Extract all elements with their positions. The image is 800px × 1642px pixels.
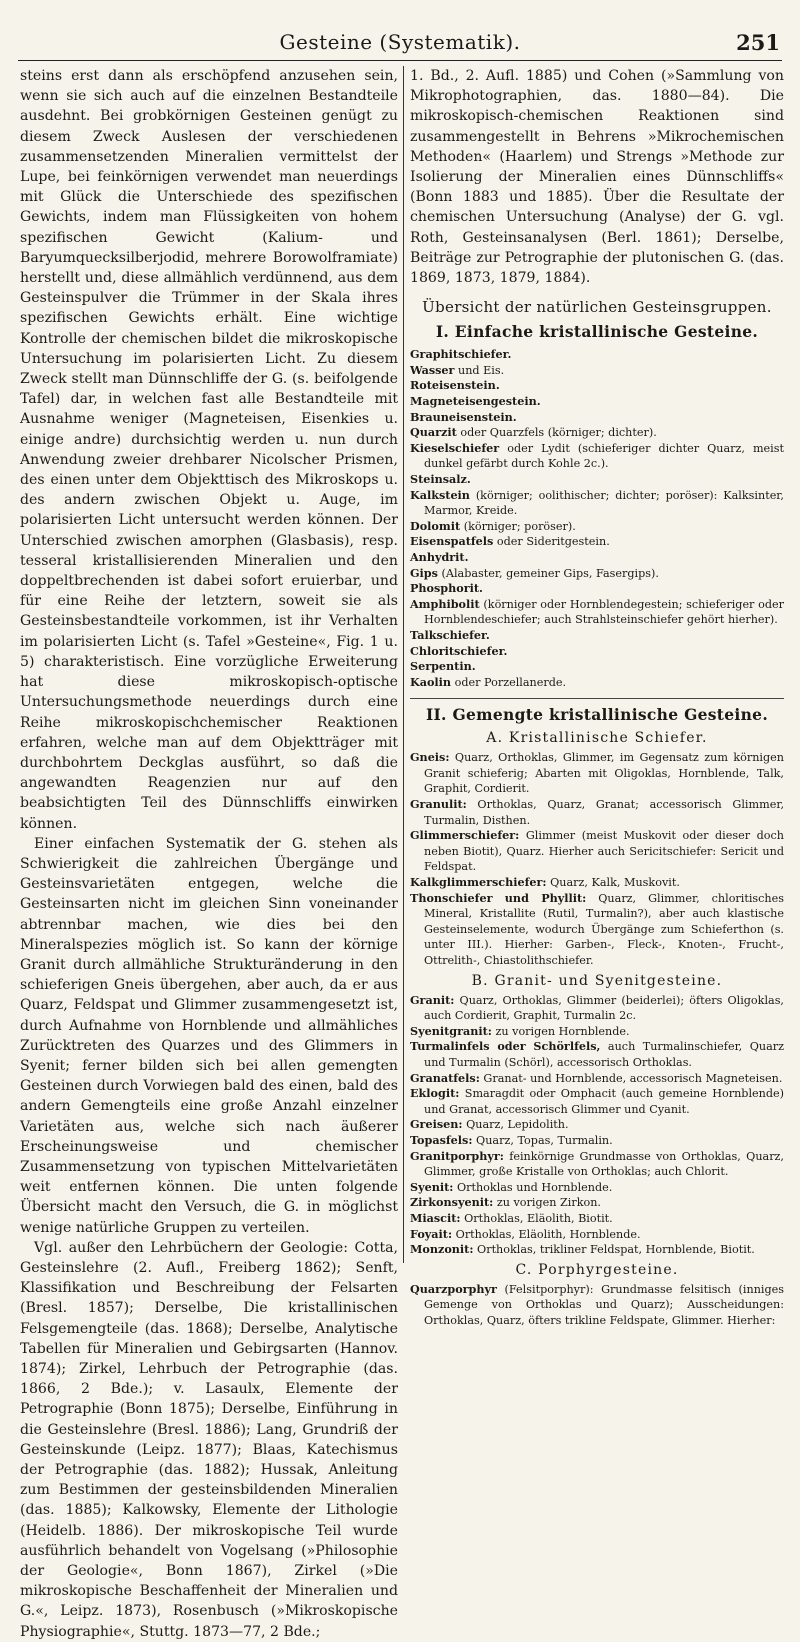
column-divider	[403, 66, 404, 1263]
list-item	[410, 628, 784, 644]
entry-term: Steinsalz.	[410, 471, 471, 486]
entry-text: Orthoklas, Eläolith, Biotit.	[464, 1211, 613, 1225]
entry-term: Kieselschiefer	[410, 440, 500, 455]
list-item	[410, 891, 784, 969]
paragraph-analysis: steins erst dann als erschöpfend anzusehen sein, wenn sie sich auch auf die einzelnen Bestandteile ausdehnt. Bei grobkörnigen Gesteinen genügt zu diesem Zweck Auslesen der verschiedenen zusammensetzenden Mineralien vermittelst der Lupe, bei feinkörnigen verwendet man neuerdings mit Glück die Unterschiede des spezifischen Gewichts, indem man Flüssigkeiten von hohem spezifischen Gewicht (Kalium- und Baryumquecksilberjodid, mehrere Borowolframiate) herstellt und, diese allmählich verdünnend, aus dem Gesteinspulver die Trümmer in der Skala ihres spezifischen Gewichts erhält. Eine wichtige Kontrolle der chemischen bildet die mikroskopische Untersuchung im polarisierten Licht. Zu diesem Zweck stellt man Dünnschliffe der G. (s. beifolgende Tafel) dar, in welchen fast alle Bestandteile mit Ausnahme weniger (Magneteisen, Eisenkies u. einige andre) durchsichtig werden u. nun durch Anwendung zweier drehbarer Nicolscher Prismen, des einen unter dem Objekttisch des Mikroskops u. des andern zwischen Objekt u. Auge, im polarisierten Licht untersucht werden können. Der Unterschied zwischen amorphen (Glasbasis), resp. tesseral kristallisierenden Mineralien und den doppeltbrechenden ist dabei sofort eruierbar, und für eine Reihe der letztern, soweit sie als Gesteinsbestandteile vorkommen, ist ihr Verhalten im polarisierten Licht (s. Tafel »Gesteine«, Fig. 1 u. 5) charakteristisch. Eine vorzügliche Erweiterung hat diese mikroskopisch-optische Untersuchungsmethode neuerdings durch eine Reihe mikroskopischchemischer Reaktionen erfahren, welche man auf dem Objektträger mit durchbohrtem Deckglas ausführt, so daß die angewandten Reagenzien nur auf den beabsichtigten Teil des Dünnschliffs einwirken können.	[20, 68, 398, 832]
entry-text: auch Turmalinschiefer, Quarz und Turmalin (Schörl), accessorisch Orthoklas.	[424, 1040, 784, 1069]
list-item	[410, 750, 784, 797]
entry-text: Glimmer (meist Muskovit oder dieser doch neben Biotit), Quarz. Hierher auch Sericitschiefer: Sericit und Feldspat.	[424, 829, 784, 874]
list-item	[410, 488, 784, 519]
list-item	[410, 597, 784, 628]
paragraph-literature-continued: 1. Bd., 2. Aufl. 1885) und Cohen (»Sammlung von Mikrophotographien, das. 1880—84). Die mikroskopisch-chemischen Reaktionen sind zusammengestellt in Behrens »Mikrochemischen Methoden« (Haarlem) und Strengs »Methode zur Isolierung der Mineralien eines Dünnschliffs« (Bonn 1883 und 1885). Über die Resultate der chemischen Untersuchung (Analyse) der G. vgl. Roth, Gesteinsanalysen (Berl. 1861); Derselbe, Beiträge zur Petrographie der plutonischen G. (das. 1869, 1873, 1879, 1884).	[410, 68, 784, 287]
entry-text: Orthoklas, trikliner Feldspat, Hornblende, Biotit.	[477, 1243, 755, 1257]
entry-term: Quarzporphyr	[410, 1281, 497, 1296]
entry-term: Zirkonsyenit:	[410, 1195, 494, 1210]
list-item	[410, 472, 784, 488]
entry-term: Granatfels:	[410, 1070, 480, 1085]
entry-term: Serpentin.	[410, 659, 476, 674]
list-item	[410, 1039, 784, 1070]
list-item	[410, 519, 784, 535]
list-item	[410, 1024, 784, 1040]
overview-heading: Übersicht der natürlichen Gesteinsgruppen.	[422, 298, 772, 317]
list-item	[410, 566, 784, 582]
entry-term: Roteisenstein.	[410, 378, 500, 393]
list-item	[410, 1195, 784, 1211]
entry-term: Monzonit:	[410, 1242, 474, 1257]
entry-term: Thonschiefer und Phyllit:	[410, 890, 587, 905]
entry-term: Gneis:	[410, 750, 450, 765]
entry-term: Miascit:	[410, 1210, 461, 1225]
list-item	[410, 363, 784, 379]
entry-text: Quarz, Kalk, Muskovit.	[550, 876, 680, 890]
list-item	[410, 1282, 784, 1329]
entry-text: und Eis.	[458, 363, 505, 377]
list-item	[410, 675, 784, 691]
group2-heading: II. Gemengte kristallinische Gesteine.	[425, 705, 769, 725]
entry-text: Orthoklas, Quarz, Granat; accessorisch Glimmer, Turmalin, Disthen.	[424, 798, 784, 827]
subgroup-b-heading: B. Granit- und Syenitgesteine.	[471, 972, 723, 989]
entry-text: Quarz, Lepidolith.	[466, 1118, 569, 1132]
list-item	[410, 1086, 784, 1117]
list-item	[410, 659, 784, 675]
page-header	[18, 30, 782, 62]
list-item	[410, 410, 784, 426]
entry-text: (körniger oder Hornblendegestein; schieferiger oder Hornblendeschiefer; auch Strahlsteinschiefer gehört hierher).	[424, 597, 784, 627]
list-item	[410, 1180, 784, 1196]
entry-term: Syenit:	[410, 1179, 454, 1194]
entry-text: (körniger; oolithischer; dichter; poröser): Kalksinter, Marmor, Kreide.	[424, 488, 784, 518]
list-item	[410, 1242, 784, 1258]
entry-text: Granat- und Hornblende, accessorisch Magneteisen.	[483, 1071, 783, 1085]
list-item	[410, 644, 784, 660]
entry-term: Eklogit:	[410, 1086, 460, 1101]
entry-text: Quarz, Topas, Turmalin.	[476, 1133, 613, 1147]
group1-list	[410, 347, 784, 690]
entry-term: Topasfels:	[410, 1132, 473, 1147]
entry-term: Quarzit	[410, 425, 457, 440]
entry-term: Chloritschiefer.	[410, 643, 508, 658]
page-number: 251	[736, 30, 780, 55]
entry-term: Foyait:	[410, 1226, 453, 1241]
entry-text: Quarz, Glimmer, chloritisches Mineral, Kristallite (Rutil, Turmalin?), aber auch klastische Gesteinselemente, wodurch Übergänge zum Schieferthon (s. unter III.). Hierher: Garben-, Fleck-, Knoten-, Frucht-, Ottrelith-, Chiastolithschiefer.	[424, 891, 785, 968]
list-item	[410, 441, 784, 472]
entry-term: Greisen:	[410, 1117, 463, 1132]
entry-text: (körniger; poröser).	[463, 519, 576, 533]
entry-term: Graphitschiefer.	[410, 347, 512, 362]
list-item	[410, 534, 784, 550]
list-item	[410, 550, 784, 566]
list-item	[410, 875, 784, 891]
subgroup-c-heading: C. Porphyrgesteine.	[515, 1261, 679, 1278]
entry-term: Phosphorit.	[410, 581, 483, 596]
list-item	[410, 425, 784, 441]
list-item	[410, 378, 784, 394]
header-rule	[18, 60, 782, 61]
subgroup-c-list	[410, 1282, 784, 1329]
entry-term: Turmalinfels oder Schörlfels,	[410, 1039, 601, 1054]
entry-term: Granit:	[410, 992, 455, 1007]
entry-text: (Felsitporphyr): Grundmasse felsitisch (inniges Gemenge von Orthoklas und Quarz); Ausscheidungen: Orthoklas, Quarz, öfters trikline Feldspate, Glimmer. Hierher:	[424, 1282, 785, 1327]
subgroup-a-list	[410, 750, 784, 968]
entry-text: (Alabaster, gemeiner Gips, Fasergips).	[441, 566, 659, 580]
entry-term: Kalkglimmerschiefer:	[410, 875, 547, 890]
entry-term: Kalkstein	[410, 487, 470, 502]
entry-text: oder Lydit (schieferiger dichter Quarz, meist dunkel gefärbt durch Kohle 2c.).	[424, 441, 784, 471]
list-item	[410, 394, 784, 410]
list-item	[410, 1227, 784, 1243]
entry-term: Anhydrit.	[410, 549, 469, 564]
entry-term: Syenitgranit:	[410, 1023, 492, 1038]
entry-term: Granulit:	[410, 797, 467, 812]
entry-text: Orthoklas, Eläolith, Hornblende.	[455, 1227, 641, 1241]
list-item	[410, 1211, 784, 1227]
entry-text: oder Porzellanerde.	[454, 675, 567, 689]
entry-text: Quarz, Orthoklas, Glimmer, im Gegensatz zum körnigen Granit schieferig; Abarten mit Oligoklas, Hornblende, Talk, Graphit, Cordierit.	[424, 751, 784, 796]
list-item	[410, 993, 784, 1024]
entry-term: Brauneisenstein.	[410, 409, 517, 424]
left-column	[20, 66, 398, 1640]
entry-term: Magneteisengestein.	[410, 394, 541, 409]
paragraph-literature: Vgl. außer den Lehrbüchern der Geologie: Cotta, Gesteinslehre (2. Aufl., Freiberg 1862); Senft, Klassifikation und Beschreibung der Felsarten (Bresl. 1857); Derselbe, Die kristallinischen Felsgemengteile (das. 1868); Derselbe, Analytische Tabellen für Mineralien und Gebirgsarten (Hannov. 1874); Zirkel, Lehrbuch der Petrographie (das. 1866, 2 Bde.); v. Lasaulx, Elemente der Petrographie (Bonn 1875); Derselbe, Einführung in die Gesteinslehre (Bresl. 1886); Lang, Grundriß der Gesteinskunde (Leipz. 1877); Blaas, Katechismus der Petrographie (das. 1882); Hussak, Anleitung zum Bestimmen der gesteinsbildenden Mineralien (das. 1885); Kalkowsky, Elemente der Lithologie (Heidelb. 1886). Der mikroskopische Teil wurde ausführlich behandelt von Vogelsang (»Philosophie der Geologie«, Bonn 1867), Zirkel (»Die mikroskopische Beschaffenheit der Mineralien und G.«, Leipz. 1873), Rosenbusch (»Mikroskopische Physiographie«, Stuttg. 1873—77, 2 Bde.;	[20, 1239, 398, 1640]
right-column	[410, 66, 785, 1327]
entry-text: oder Sideritgestein.	[496, 535, 610, 549]
entry-text: Quarz, Orthoklas, Glimmer (beiderlei); öfters Oligoklas, auch Cordierit, Graphit, Turmalin 2c.	[424, 993, 784, 1023]
entry-text: zu vorigen Hornblende.	[495, 1024, 630, 1038]
paragraph-systematics: Einer einfachen Systematik der G. stehen als Schwierigkeit die zahlreichen Übergänge und Gesteinsvarietäten entgegen, welche die Gesteinsarten nicht im gleichen Sinn voneinander abtrennbar machen, wie dies bei den Mineralspezies möglich ist. So kann der körnige Granit durch allmähliche Strukturänderung in den schieferigen Gneis übergehen, aber auch, da er aus Quarz, Feldspat und Glimmer zusammengesetzt ist, durch Aufnahme von Hornblende und allmähliches Zurücktreten des Quarzes und des Glimmers in Syenit; ferner bilden sich bei allen gemengten Gesteinen durch Vorwiegen bald des einen, bald des andern Gemengteils eine große Anzahl einzelner Varietäten aus, welche sich nach äußerer Erscheinungsweise und chemischer Zusammensetzung von typischen Mittelvarietäten weit entfernen können. Die unten folgende Übersicht macht den Versuch, die G. in möglichst wenige natürliche Gruppen zu verteilen.	[20, 835, 398, 1236]
group1-heading: I. Einfache kristallinische Gesteine.	[435, 322, 759, 342]
entry-term: Amphibolit	[410, 596, 480, 611]
section-separator	[410, 698, 784, 699]
running-title: Gesteine (Systematik).	[279, 30, 521, 54]
entry-term: Eisenspatfels	[410, 534, 494, 549]
entry-term: Glimmerschiefer:	[410, 828, 520, 843]
subgroup-b-list	[410, 993, 784, 1258]
list-item	[410, 1117, 784, 1133]
entry-term: Talkschiefer.	[410, 627, 490, 642]
list-item	[410, 1071, 784, 1087]
entry-text: Orthoklas und Hornblende.	[456, 1180, 613, 1194]
entry-term: Wasser	[410, 362, 455, 377]
entry-text: Smaragdit oder Omphacit (auch gemeine Hornblende) und Granat, accessorisch Glimmer und Cyanit.	[424, 1087, 785, 1116]
entry-term: Kaolin	[410, 674, 452, 689]
list-item	[410, 828, 784, 875]
entry-text: oder Quarzfels (körniger; dichter).	[460, 426, 657, 440]
list-item	[410, 1149, 784, 1180]
entry-term: Gips	[410, 565, 438, 580]
list-item	[410, 581, 784, 597]
entry-text: zu vorigen Zirkon.	[496, 1196, 601, 1210]
subgroup-a-heading: A. Kristallinische Schiefer.	[486, 730, 708, 747]
entry-term: Dolomit	[410, 518, 461, 533]
list-item	[410, 1133, 784, 1149]
entry-term: Granitporphyr:	[410, 1148, 504, 1163]
list-item	[410, 797, 784, 828]
entry-text: feinkörnige Grundmasse von Orthoklas, Quarz, Glimmer, große Kristalle von Orthoklas; auch Chlorit.	[424, 1149, 784, 1179]
list-item	[410, 347, 784, 363]
